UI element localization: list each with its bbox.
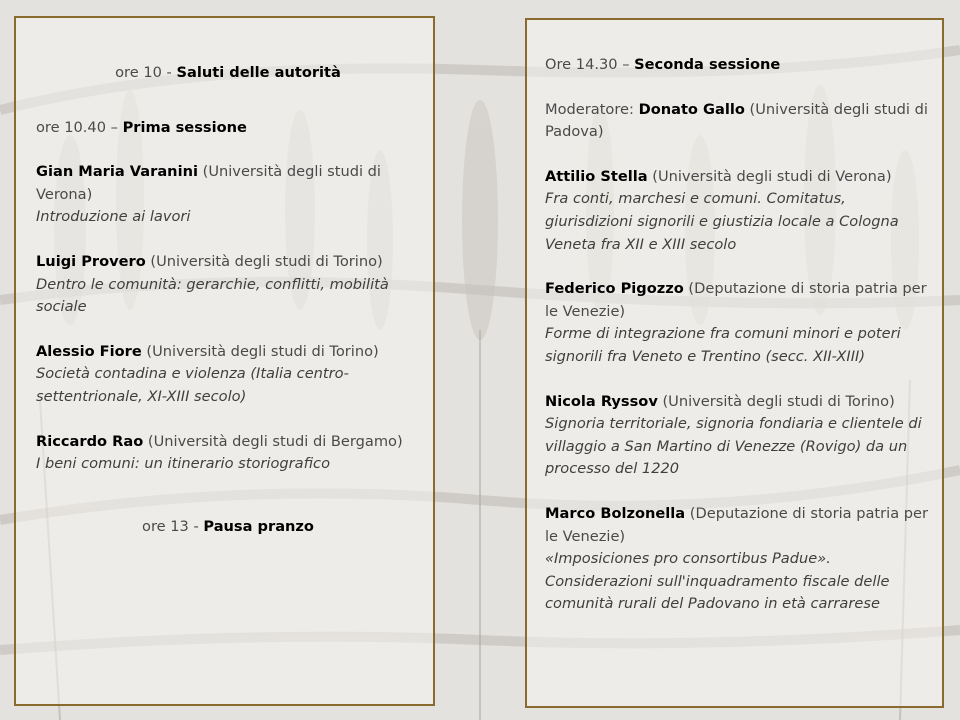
moderator-name: Donato Gallo [638,100,745,118]
right-program-content [545,54,931,616]
talk-title: Dentro le comunità: gerarchie, conflitti, mobilità sociale [36,275,389,316]
speaker-affiliation: (Deputazione di storia patria per le Venezie) [545,280,927,320]
speaker-name: Marco Bolzonella [545,504,686,522]
session1-heading [36,117,420,140]
session2-time: Ore 14.30 – [545,56,635,73]
lunch-time: ore 13 - [142,517,204,535]
speaker-name: Federico Pigozzo [545,280,684,298]
speaker-affiliation: (Università degli studi di Torino) [657,392,895,410]
talk-title: Introduzione ai lavori [36,208,191,226]
session2-label: Seconda sessione [634,56,781,73]
speaker-affiliation: (Università degli studi di Verona) [647,167,892,185]
talk-title: «Imposiciones pro consortibus Padue». Considerazioni sull'inquadramento fiscale delle comunità rurali del Padovano in età carrarese [545,550,890,613]
speaker-name: Gian Maria Varanini [36,163,198,181]
talk-item [545,503,931,616]
speaker-affiliation: (Università degli studi di Verona) [36,163,381,203]
talk-title: Forme di integrazione fra comuni minori e poteri signorili fra Veneto e Trentino (secc. XII-XIII) [545,325,901,365]
speaker-affiliation: (Deputazione di storia patria per le Venezie) [545,504,929,545]
talk-title: I beni comuni: un itinerario storiografico [36,455,330,473]
speaker-name: Riccardo Rao [36,432,144,450]
speaker-affiliation: (Università degli studi di Bergamo) [143,432,403,450]
talk-item [36,341,420,409]
moderator-label: Moderatore: [545,100,639,118]
left-program-panel [14,16,435,706]
session2-heading [545,54,931,77]
speaker-affiliation: (Università degli studi di Torino) [145,252,383,270]
speaker-name: Attilio Stella [545,167,648,185]
speaker-affiliation: (Università degli studi di Torino) [141,342,379,360]
talk-item [545,391,931,481]
talk-item [36,161,420,229]
talk-title: Signoria territoriale, signoria fondiaria e clientele di villaggio a San Martino di Venezze (Rovigo) da un processo del 1220 [545,415,922,478]
lunch-label: Pausa pranzo [203,517,314,535]
speaker-name: Luigi Provero [36,252,146,270]
talk-item [36,431,420,476]
talk-item [545,166,931,256]
right-program-panel [525,18,944,708]
talk-title: Società contadina e violenza (Italia centro-settentrionale, XI-XIII secolo) [36,365,349,405]
talk-item [545,278,931,368]
moderator-affiliation: (Università degli studi di Padova) [545,100,928,141]
left-program-content [36,62,420,538]
talk-title: Fra conti, marchesi e comuni. Comitatus, giurisdizioni signorili e giustizia locale a Cologna Veneta fra XII e XIII secolo [545,190,899,253]
session1-label: Prima sessione [122,118,247,136]
greeting-label: Saluti delle autorità [176,64,341,81]
greeting-line [36,62,420,85]
speaker-name: Alessio Fiore [36,342,142,360]
moderator-line [545,99,931,144]
session1-time: ore 10.40 – [36,118,123,136]
lunch-line [36,516,420,539]
greeting-time: ore 10 - [115,64,177,81]
talk-item [36,251,420,319]
speaker-name: Nicola Ryssov [545,392,658,410]
